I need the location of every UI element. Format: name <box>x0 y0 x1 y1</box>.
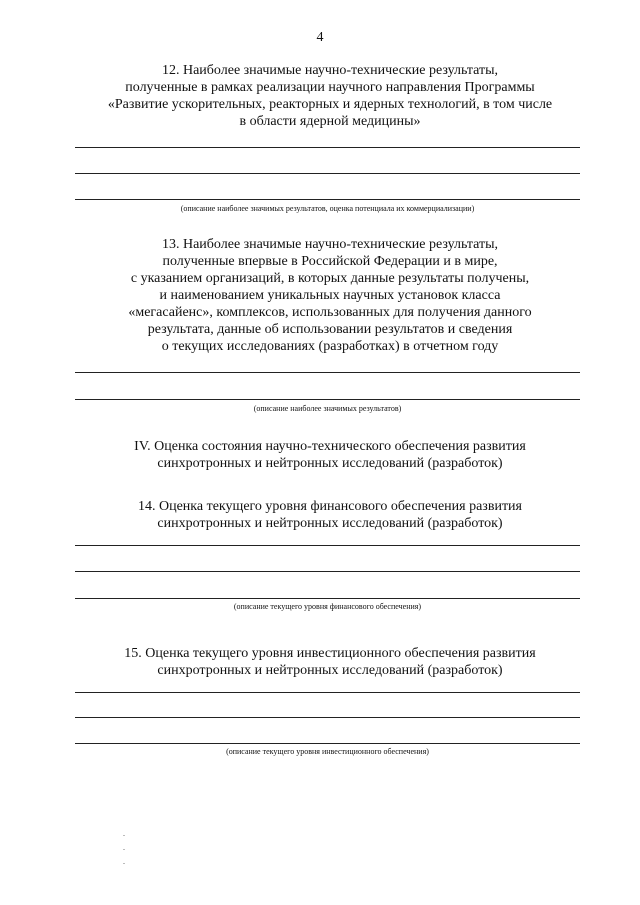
section-15-fill-line-3[interactable] <box>75 743 580 744</box>
page-number: 4 <box>316 30 324 45</box>
section-13-fill-line-2[interactable] <box>75 399 580 400</box>
section-12-heading <box>60 62 600 130</box>
section-13-line-4: и наименованием уникальных научных установок класса <box>159 288 501 303</box>
section-14-fill-line-3[interactable] <box>75 598 580 599</box>
section-iv-line-2: синхротронных и нейтронных исследований (разработок) <box>157 456 503 471</box>
section-15-line-2: синхротронных и нейтронных исследований (разработок) <box>157 663 503 678</box>
section-14-line-2: синхротронных и нейтронных исследований (разработок) <box>157 516 503 531</box>
section-13-line-1: 13. Наиболее значимые научно-технические результаты, <box>161 237 498 252</box>
section-iv-heading <box>80 438 580 472</box>
section-15-line-1: 15. Оценка текущего уровня инвестиционного обеспечения развития <box>124 646 536 661</box>
section-15-heading <box>80 645 580 679</box>
section-15-fill-line-2[interactable] <box>75 717 580 718</box>
section-12-line-2: полученные в рамках реализации научного направления Программы <box>125 80 535 95</box>
section-14-fill-line-1[interactable] <box>75 545 580 546</box>
section-12-line-1: 12. Наиболее значимые научно-технические результаты, <box>161 63 498 78</box>
section-15-fill-line-1[interactable] <box>75 692 580 693</box>
scan-mark <box>123 835 125 836</box>
section-13-line-2: полученные впервые в Российской Федерации и в мире, <box>162 254 498 269</box>
section-14-fill-line-2[interactable] <box>75 571 580 572</box>
section-13-fill-line-1[interactable] <box>75 372 580 373</box>
section-13-heading <box>100 236 560 355</box>
section-14-line-1: 14. Оценка текущего уровня финансового обеспечения развития <box>137 499 522 514</box>
section-13-caption: (описание наиболее значимых результатов) <box>253 404 402 413</box>
section-12-fill-line-3[interactable] <box>75 199 580 200</box>
section-13-line-6: результата, данные об использовании результатов и сведения <box>147 322 513 337</box>
section-12-fill-line-2[interactable] <box>75 173 580 174</box>
section-13-line-7: о текущих исследованиях (разработках) в отчетном году <box>161 339 499 354</box>
scan-mark <box>123 863 125 864</box>
scan-mark <box>123 849 125 850</box>
section-14-caption: (описание текущего уровня финансового обеспечения) <box>233 602 422 611</box>
section-iv-line-1: IV. Оценка состояния научно-технического обеспечения развития <box>134 439 526 454</box>
section-14-heading <box>80 498 580 532</box>
section-15-caption: (описание текущего уровня инвестиционного обеспечения) <box>226 747 429 756</box>
section-13-line-5: «мегасайенс», комплексов, использованных для получения данного <box>128 305 532 320</box>
section-12-line-3: «Развитие ускорительных, реакторных и ядерных технологий, в том числе <box>107 97 553 112</box>
section-12-caption: (описание наиболее значимых результатов, оценка потенциала их коммерциализации) <box>180 204 475 213</box>
section-13-line-3: с указанием организаций, в которых данные результаты получены, <box>130 271 530 286</box>
section-12-fill-line-1[interactable] <box>75 147 580 148</box>
section-12-line-4: в области ядерной медицины» <box>239 114 421 129</box>
